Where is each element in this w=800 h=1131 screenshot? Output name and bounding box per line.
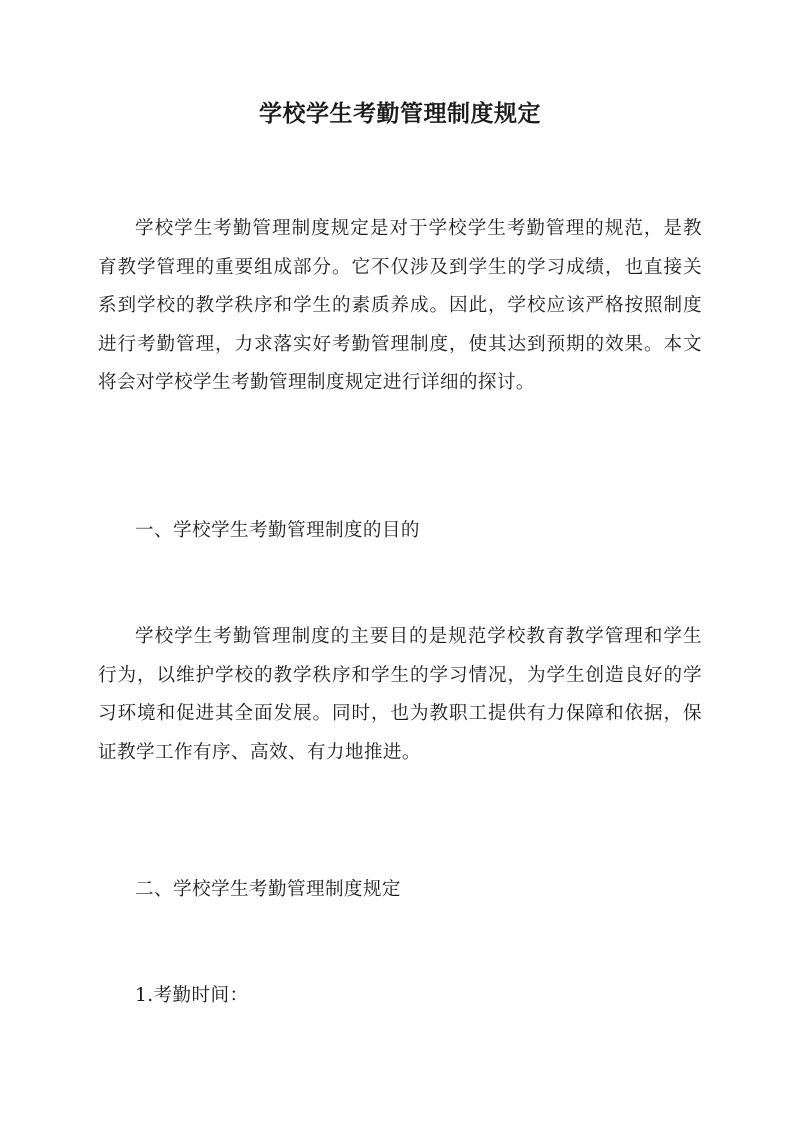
document-title: 学校学生考勤管理制度规定 bbox=[259, 100, 541, 127]
section-2-heading: 二、学校学生考勤管理制度规定 bbox=[135, 879, 401, 900]
section-1-paragraph: 学校学生考勤管理制度的主要目的是规范学校教育教学管理和学生行为，以维护学校的教学秩序和学生的学习情况，为学生创造良好的学习环境和促进其全面发展。同时，也为教职工提供有力保障和依据，保证教学工作有序、高效、有力地推进。 bbox=[98, 626, 702, 763]
section-2-item-1: 1.考勤时间： bbox=[135, 985, 249, 1006]
intro-paragraph: 学校学生考勤管理制度规定是对于学校学生考勤管理的规范，是教育教学管理的重要组成部分。它不仅涉及到学生的学习成绩，也直接关系到学校的教学秩序和学生的素质养成。因此，学校应该严格按照制度进行考勤管理，力求落实好考勤管理制度，使其达到预期的效果。本文将会对学校学生考勤管理制度规定进行详细的探讨。 bbox=[98, 218, 702, 393]
section-1-heading: 一、学校学生考勤管理制度的目的 bbox=[135, 520, 420, 541]
